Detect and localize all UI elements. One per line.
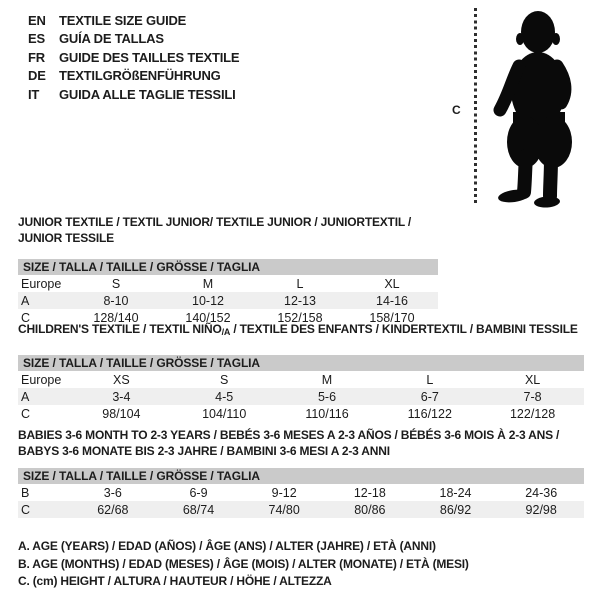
table-cell: 14-16: [376, 293, 408, 308]
language-title: GUIDE DES TAILLES TEXTILE: [59, 49, 240, 65]
table-title-segment: CHILDREN'S TEXTILE / TEXTIL NIÑO: [18, 322, 222, 336]
table-title: [18, 214, 438, 246]
table-cell: 122/128: [509, 406, 556, 421]
language-row: [28, 67, 239, 86]
table-cell: 92/98: [525, 502, 557, 517]
table-row: [18, 275, 438, 292]
language-row: [28, 11, 239, 30]
table-row: [18, 501, 584, 518]
table-cell: 4-5: [215, 389, 234, 404]
footnote: B. AGE (MONTHS) / EDAD (MESES) / ÂGE (MOIS) / ALTER (MONATE) / ETÀ (MESI): [18, 556, 469, 571]
row-label: A: [21, 389, 30, 404]
table-cell: 86/92: [439, 502, 472, 517]
language-code: FR: [28, 49, 45, 65]
language-title-list: [28, 11, 239, 104]
row-label: C: [21, 406, 31, 421]
footnotes: [18, 538, 469, 591]
language-code: DE: [28, 68, 46, 84]
row-label: C: [21, 502, 31, 517]
table-cell: L: [296, 276, 304, 291]
table-cell: 140/152: [185, 310, 231, 325]
table-cell: 3-4: [112, 389, 131, 404]
size-table-junior-textile: [18, 214, 438, 326]
language-title: TEXTILE SIZE GUIDE: [59, 12, 187, 28]
table-title-segment: / TEXTILE DES ENFANTS / KINDERTEXTIL / BAMBINI TESSILE: [230, 322, 578, 336]
table-title-segment: BABIES 3-6 MONTH TO 2-3 YEARS / BEBÉS 3-6 MESES A 2-3 AÑOS / BÉBÉS 3-6 MOIS À 2-3 ANS /: [18, 428, 560, 442]
table-cell: XL: [384, 276, 400, 291]
table-size-header: SIZE / TALLA / TAILLE / GRÖSSE / TAGLIA: [18, 468, 584, 484]
table-row: [18, 371, 584, 388]
table-row: [18, 292, 438, 309]
table-cell: 10-12: [192, 293, 224, 308]
table-cell: 68/74: [182, 502, 215, 517]
table-cell: 80/86: [354, 502, 386, 517]
table-cell: 158/170: [369, 310, 415, 325]
table-cell: S: [111, 276, 121, 291]
table-cell: S: [220, 372, 229, 387]
table-cell: 116/122: [407, 406, 452, 421]
table-cell: 74/80: [268, 502, 300, 517]
row-label: Europe: [21, 276, 62, 291]
table-title-line: [18, 443, 584, 459]
language-code: IT: [28, 86, 40, 102]
height-measure-line: [474, 8, 477, 206]
footnote: A. AGE (YEARS) / EDAD (AÑOS) / ÂGE (ANS) / ALTER (JAHRE) / ETÀ (ANNI): [18, 539, 436, 553]
language-title: TEXTILGRÖßENFÜHRUNG: [59, 68, 221, 84]
table-cell: 104/110: [202, 406, 247, 421]
footnote: C. (cm) HEIGHT / ALTURA / HAUTEUR / HÖHE / ALTEZZA: [18, 574, 332, 588]
table-cell: 128/140: [93, 310, 139, 325]
table-row: [18, 388, 584, 405]
language-code: ES: [28, 31, 45, 47]
language-code: EN: [28, 12, 46, 28]
table-cell: 7-8: [523, 389, 542, 404]
row-label: B: [21, 485, 30, 500]
table-title-segment: /A: [221, 327, 231, 337]
language-row: [28, 48, 239, 67]
table-title-segment: JUNIOR TEXTILE / TEXTIL JUNIOR/ TEXTILE JUNIOR / JUNIORTEXTIL / JUNIOR TESSILE: [18, 215, 412, 245]
table-cell: 98/104: [102, 406, 141, 421]
table-size-header: SIZE / TALLA / TAILLE / GRÖSSE / TAGLIA: [18, 355, 584, 371]
table-cell: XL: [524, 372, 541, 387]
table-title-line: [18, 321, 584, 340]
table-cell: 12-18: [353, 485, 386, 500]
size-table-childrens-textile: [18, 321, 584, 422]
language-title: GUIDA ALLE TAGLIE TESSILI: [59, 86, 236, 102]
table-cell: 62/68: [97, 502, 129, 517]
table-row: [18, 484, 584, 501]
table-cell: XS: [113, 372, 130, 387]
table-cell: 6-7: [420, 389, 439, 404]
height-measure-label: C: [452, 103, 461, 117]
table-title: [18, 427, 584, 459]
table-cell: 6-9: [189, 485, 208, 500]
table-row: [18, 405, 584, 422]
table-cell: 110/116: [305, 406, 349, 421]
language-row: [28, 85, 239, 104]
table-cell: M: [202, 276, 214, 291]
table-cell: 8-10: [103, 293, 129, 308]
table-title-line: [18, 427, 584, 443]
table-cell: 3-6: [103, 485, 122, 500]
table-cell: 12-13: [284, 293, 316, 308]
table-cell: 9-12: [271, 485, 297, 500]
row-label: C: [21, 310, 31, 325]
toddler-silhouette-image: [487, 6, 597, 208]
size-table-babies-textile: [18, 427, 584, 518]
table-cell: 152/158: [277, 310, 323, 325]
language-title: GUÍA DE TALLAS: [59, 31, 164, 47]
table-size-header: SIZE / TALLA / TAILLE / GRÖSSE / TAGLIA: [18, 259, 438, 275]
language-row: [28, 30, 239, 49]
table-cell: 5-6: [317, 389, 337, 404]
table-cell: M: [321, 372, 333, 387]
table-title-segment: BABYS 3-6 MONATE BIS 2-3 JAHRE / BAMBINI 3-6 MESI A 2-3 ANNI: [18, 444, 390, 458]
table-title: [18, 321, 584, 340]
row-label: Europe: [21, 372, 62, 387]
table-cell: 24-36: [525, 485, 558, 500]
row-label: A: [21, 293, 30, 308]
table-cell: 18-24: [439, 485, 472, 500]
table-title-line: [18, 214, 438, 246]
table-cell: L: [426, 372, 434, 387]
